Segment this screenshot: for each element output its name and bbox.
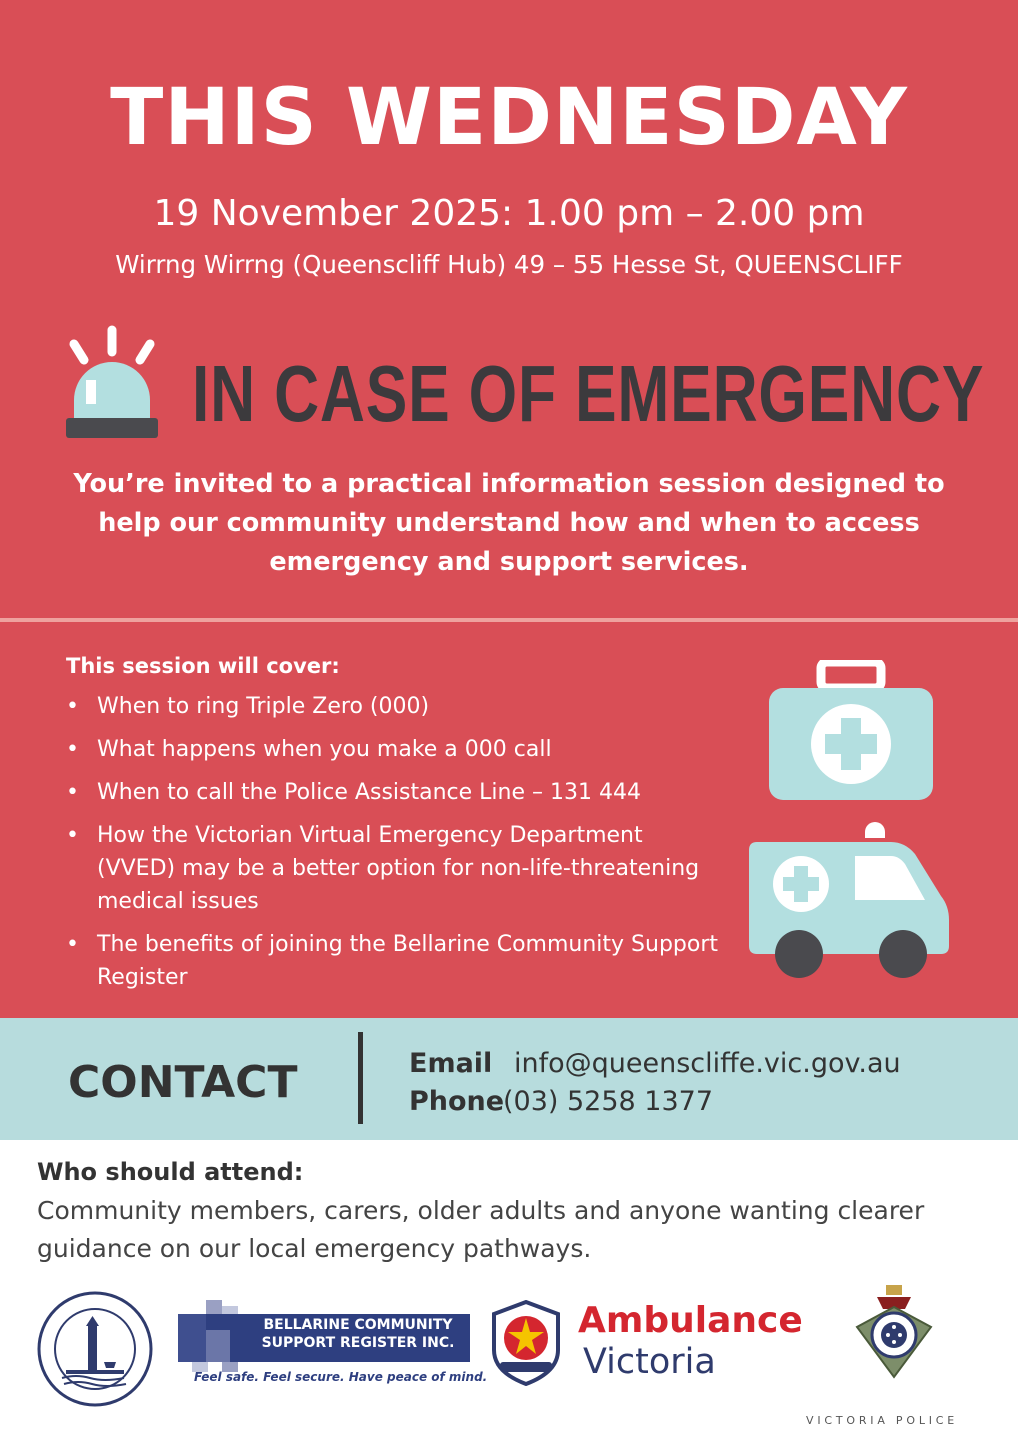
session-topics-section [0, 622, 1018, 1018]
list-item [66, 733, 726, 766]
list-item [66, 776, 726, 809]
attend-heading: Who should attend: [37, 1158, 304, 1186]
topic-text: How the Victorian Virtual Emergency Department (VVED) may be a better option for non-life-threatening medical issues [97, 823, 700, 914]
topic-text: What happens when you make a 000 call [97, 737, 552, 762]
event-venue: Wirrng Wirrng (Queenscliff Hub) 49 – 55 Hesse St, QUEENSCLIFF [115, 250, 903, 279]
ambulance-icon [745, 820, 955, 980]
email-link[interactable]: info@queenscliffe.vic.gov.au [514, 1048, 901, 1079]
contact-section [0, 1018, 1018, 1140]
bullet: • [66, 694, 79, 719]
victoria-police-crest [853, 1283, 935, 1381]
bullet: • [66, 823, 79, 848]
contact-separator [358, 1032, 363, 1124]
phone-label: Phone [409, 1086, 505, 1117]
list-item [66, 690, 726, 723]
phone-number[interactable]: (03) 5258 1377 [503, 1086, 714, 1117]
bellarine-community-support-register-logo [178, 1300, 488, 1392]
email-label: Email [409, 1048, 493, 1079]
ambulance-victoria-line2: Victoria [583, 1342, 716, 1382]
topic-text: The benefits of joining the Bellarine Community Support Register [97, 932, 719, 990]
hero-section [0, 0, 1018, 618]
contact-title: CONTACT [68, 1057, 298, 1108]
list-item [66, 928, 726, 994]
event-day-title: THIS WEDNESDAY [110, 73, 908, 163]
victoria-police-wordmark: VICTORIA POLICE [806, 1414, 959, 1427]
borough-of-queenscliffe-logo [36, 1290, 154, 1408]
ambulance-victoria-badge [490, 1300, 562, 1386]
list-item [66, 819, 726, 918]
intro-text: You’re invited to a practical information session designed to help our community understand how and when to access emergency and support services. [73, 469, 945, 577]
session-heading: This session will cover: [66, 654, 340, 678]
first-aid-kit-icon [765, 660, 937, 810]
bullet: • [66, 932, 79, 957]
attend-text: Community members, carers, older adults and anyone wanting clearer guidance on our local emergency pathways. [37, 1196, 925, 1263]
topic-text: When to ring Triple Zero (000) [97, 694, 430, 719]
ambulance-victoria-line1: Ambulance [578, 1300, 803, 1341]
emergency-headline: IN CASE OF EMERGENCY [192, 349, 985, 438]
bcsr-tagline: Feel safe. Feel secure. Have peace of mind. [194, 1370, 488, 1384]
siren-icon [60, 322, 170, 442]
bcsr-name: BELLARINE COMMUNITY SUPPORT REGISTER INC. [261, 1317, 455, 1351]
topic-text: When to call the Police Assistance Line – 131 444 [97, 780, 641, 805]
event-date-time: 19 November 2025: 1.00 pm – 2.00 pm [153, 193, 865, 234]
bullet: • [66, 737, 79, 762]
bullet: • [66, 780, 79, 805]
topic-list [66, 690, 726, 1004]
